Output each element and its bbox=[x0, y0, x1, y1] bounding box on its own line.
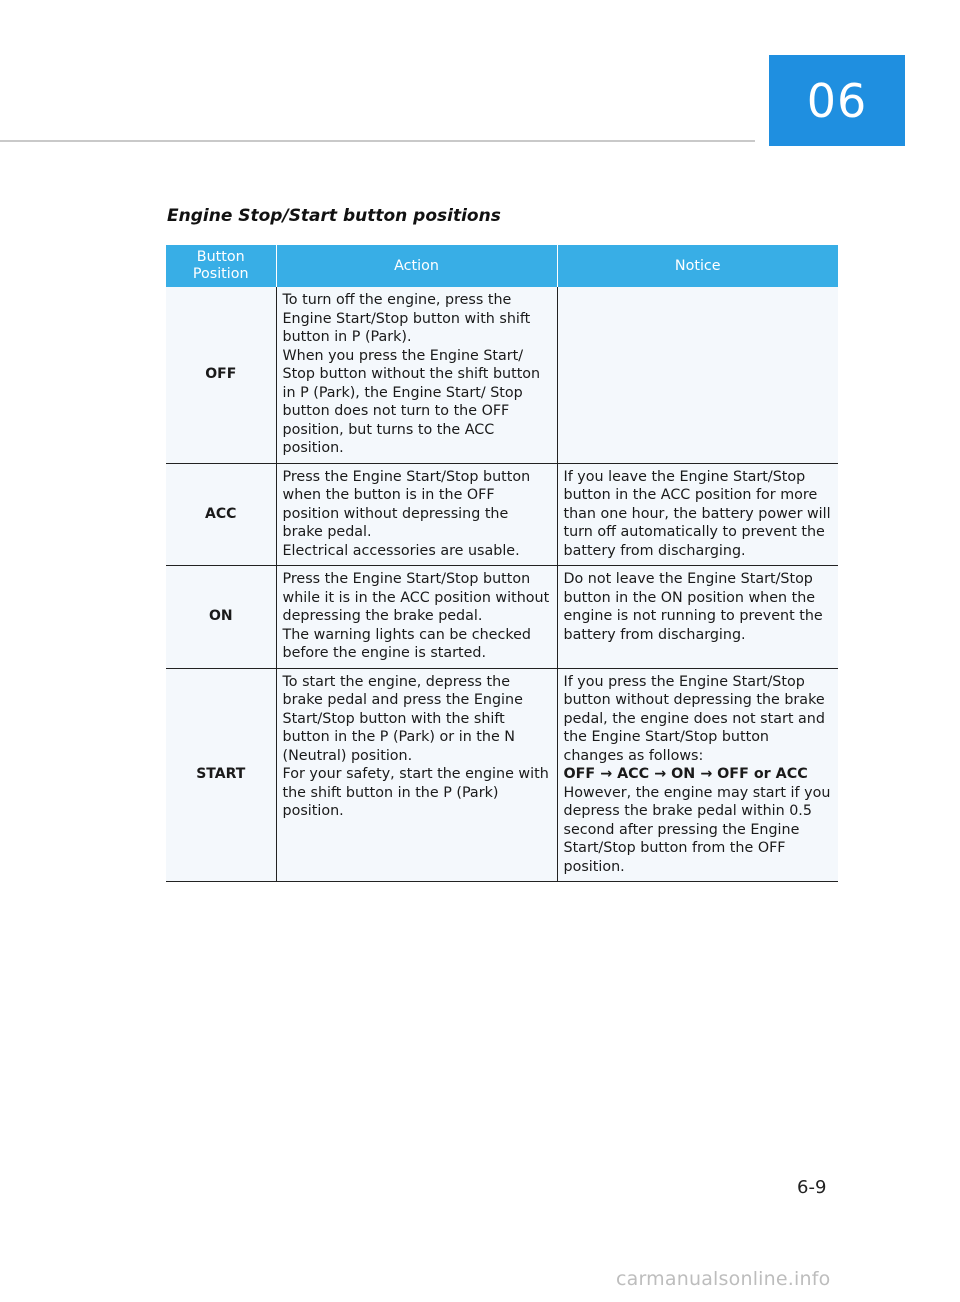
action-text: Electrical accessories are usable. bbox=[282, 542, 520, 559]
position-cell: OFF bbox=[166, 287, 276, 463]
header-rule bbox=[0, 140, 755, 142]
section-title: Engine Stop/Start button positions bbox=[167, 206, 501, 226]
chapter-tab bbox=[769, 55, 905, 146]
table-row-start bbox=[166, 668, 838, 882]
table-header-row bbox=[166, 245, 838, 287]
notice-cell bbox=[557, 463, 838, 566]
action-text: The warning lights can be checked before the engine is started. bbox=[282, 626, 531, 661]
table-row-off bbox=[166, 287, 838, 463]
watermark: carmanualsonline.info bbox=[616, 1268, 831, 1290]
table-row-on bbox=[166, 566, 838, 669]
action-text: To turn off the engine, press the Engine Start/Stop button with shift button in P (Park). bbox=[282, 292, 531, 345]
action-cell bbox=[276, 463, 557, 566]
action-text: Press the Engine Start/Stop button while it is in the ACC position without depressing the brake pedal. bbox=[282, 571, 550, 624]
notice-text: If you press the Engine Start/Stop button without depressing the brake pedal, the engine does not start and the Engine Start/Stop button changes as follows: bbox=[563, 673, 825, 764]
position-cell: ACC bbox=[166, 463, 276, 566]
notice-text: Do not leave the Engine Start/Stop button in the ON position when the engine is not running to prevent the battery from discharging. bbox=[563, 571, 823, 643]
notice-text: However, the engine may start if you depress the brake pedal within 0.5 second after pressing the Engine Start/Stop button from the OFF position. bbox=[563, 784, 831, 875]
action-text: For your safety, start the engine with the shift button in the P (Park) position. bbox=[282, 766, 549, 819]
notice-cell bbox=[557, 668, 838, 882]
action-cell bbox=[276, 287, 557, 463]
action-text: To start the engine, depress the brake pedal and press the Engine Start/Stop button with the shift button in the P (Park) or in the N (Neutral) position. bbox=[282, 673, 523, 764]
column-header-notice: Notice bbox=[557, 245, 838, 287]
action-text: Press the Engine Start/Stop button when the button is in the OFF position without depressing the brake pedal. bbox=[282, 468, 531, 540]
notice-cell bbox=[557, 287, 838, 463]
action-cell bbox=[276, 668, 557, 882]
position-cell: ON bbox=[166, 566, 276, 669]
notice-cell bbox=[557, 566, 838, 669]
page-number: 6-9 bbox=[797, 1177, 827, 1198]
position-cell: START bbox=[166, 668, 276, 882]
notice-text: If you leave the Engine Start/Stop button in the ACC position for more than one hour, the battery power will turn off automatically to prevent the battery from discharging. bbox=[563, 468, 831, 559]
table-row-acc bbox=[166, 463, 838, 566]
column-header-position: Button Position bbox=[166, 245, 276, 287]
action-cell bbox=[276, 566, 557, 669]
action-text: When you press the Engine Start/ Stop button without the shift button in P (Park), the Engine Start/ Stop button does not turn to the OFF position, but turns to the ACC position. bbox=[282, 347, 541, 456]
state-sequence: OFF → ACC → ON → OFF or ACC bbox=[563, 766, 808, 782]
button-positions-table bbox=[166, 245, 838, 882]
chapter-number: 06 bbox=[806, 73, 868, 128]
column-header-action: Action bbox=[276, 245, 557, 287]
